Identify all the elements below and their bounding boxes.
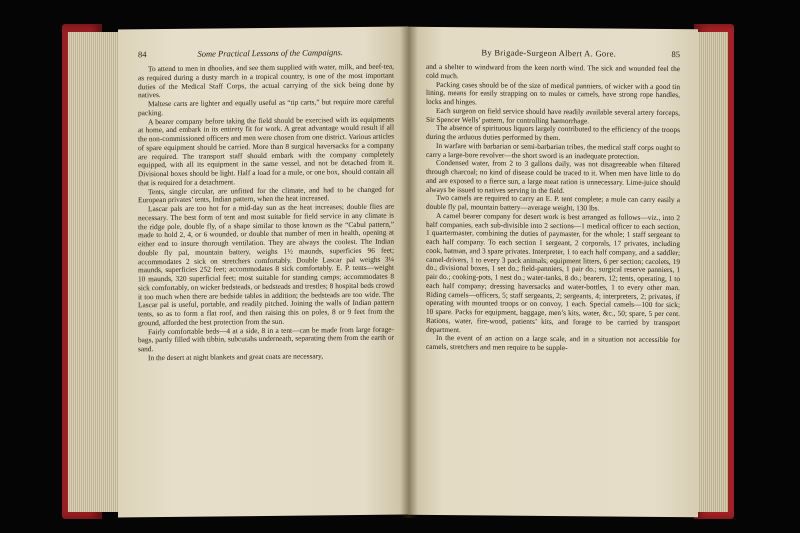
paragraph: To attend to men in dhoolies, and see them supplied with water, milk, and beef-tea, as required during a dusty march in a tropical country, is one of the most important duties of the Medical Staff Corps, the actual carrying of the sick being done by natives. — [138, 61, 394, 100]
left-page-number: 84 — [138, 49, 147, 60]
paragraph: In the desert at night blankets and great coats are necessary, — [148, 351, 324, 362]
right-running-title: By Brigade-Surgeon Albert A. Gore. — [481, 47, 617, 59]
left-page-edges — [68, 32, 122, 512]
paragraph: A bearer company before taking the field should be exercised with its equipments at home, and embark in its entirety fit for work. A great advantage would result if all the non-commissioned officers and men were chosen from one district. Various articles of spare equipment should be carried. More than 8 surgical haversacks for a company are required. The transport staff should embark with the company completely equipped, with all its equipment in the same vessel, and not be detached from it. Divisional boxes should be light. Half a load for a mule, or one box, should contain all that is required for a detachment. — [138, 114, 394, 188]
paragraph: The absence of spirituous liquors largely contributed to the efficiency of the troops during the arduous duties performed by them. — [426, 123, 680, 143]
left-page — [118, 26, 408, 517]
paragraph: A camel bearer company for desert work is best arranged as follows—viz., into 2 half companies, each sub-divisible into 2 sections—1 medical officer to each section, 1 quartermaster, combining the duties of paymaster, for the whole; 1 staff sergeant to each half company. To each section 1 sergeant, 2 corporals, 17 privates, including cook, batman, and 3 spare privates. Interpreter, 1 to each half company, and a saddler; camel-drivers, 1 to every 3 pack animals; equipment litters, 6 per section; cacolets, 19 do.; divisional boxes, 1 set do.; field-panniers, 1 pair do.; surgical reserve panniers, 1 pair do.; cooking-pots, 1 nest do.; water-tanks, 8 do.; bearers, 12; tents, operating, 1 to each half company; dressing haversacks and water-bottles, 1 to every other man. Riding camels—officers, 5; staff sergeants, 2; sergeants, 4; interpreters, 2; privates, if operating with mounted troops or on convoy, 1 each. Special camels—100 for sick; 10 spare. Packs for equipment, baggage, men’s kits, water, &c., 50; spare, 5 per cent. Rations, water, fire-wood, patients’ kits, and forage to be carried by transport department. — [426, 210, 680, 334]
book-gutter — [400, 26, 418, 518]
right-page-number: 85 — [671, 49, 680, 60]
paragraph: Fairly comfortable beds—4 at a side, 8 in a tent—can be made from large forage-bags, partly filled with tibbin, subcutahs underneath, separating them from the earth or sand. — [138, 324, 394, 354]
paragraph: Tents, single circular, are unfitted for the climate, and had to be changed for European privates’ tents, Indian pattern, when the heat increased. — [138, 184, 394, 205]
paragraph: In warfare with barbarian or semi-barbarian tribes, the medical staff corps ought to carry a large-bore revolver—the short sword is an inadequate protection. — [426, 140, 680, 161]
paragraph: Two camels are required to carry an E. P. tent complete; a mule can carry easily a double fly pal, mountain battery—average weight, 130 lbs. — [426, 193, 680, 213]
paragraph: Each surgeon on field service should have readily available several artery forceps, Sir Spencer Wells’ pattern, for controlling hæmorrhage. — [426, 105, 680, 125]
paragraph: Condensed water, from 2 to 3 gallons daily, was not disagreeable when filtered through charcoal; no kind of disease could be traced to it. When men have little to do and are exposed to a fierce sun, a large meat ration is unnecessary. Lime-juice should always be issued to natives serving in the field. — [426, 158, 680, 195]
right-page-header — [426, 47, 680, 59]
paragraph: Lascar pals are too hot for a mid-day sun as the heat increases; double flies are necessary. The best form of tent and most suitable for field service in any climate is the ridge pole, double fly, of a shape similar to those known as the “Cabul pattern,” made to hold 2, 4, or 6 wounded, or double that number of men in health, opening at either end to insure thorough ventilation. They are always the coolest. The Indian double fly pal, mountain battery, weighs 1½ maunds, superficies 96 feet; accommodates 2 sick on stretchers comfortably. Double Lascar pal weighs 3¼ maunds, superficies 252 feet; accommodates 8 sick comfortably. E. P. tents—weight 10 maunds, 320 superficial feet; most suitable for standing camps; accommodates 8 sick comfortably, on wicker bedsteads, or bedsteads and trestles; 8 hospital beds crowd it too much when there are bedside tables in addition; the bedsteads are too wide. The Lascar pal is useful, portable, and readily pitched. Joining the walls of Indian pattern tents, so as to form a flat roof, and then raising this on poles, 8 or 9 feet from the ground, afforded the best protection from the sun. — [138, 201, 394, 328]
paragraph: In the event of an action on a large scale, and in a situation not accessible for camels, stretchers and men require to be supple- — [426, 333, 680, 353]
right-page — [408, 27, 698, 518]
left-running-title: Some Practical Lessons of the Campaigns. — [197, 47, 343, 59]
paragraph: Packing cases should be of the size of medical panniers, of wicker with a good tin lining, means for easily strapping on to mules or camels, have strong rope handles, locks and hinges. — [426, 79, 680, 107]
paragraph: Maltese carts are lighter and equally useful as “tip carts,” but require more careful packing. — [138, 96, 394, 118]
left-page-header — [138, 47, 394, 60]
paragraph: and a shelter to windward from the keen north wind. The sick and wounded feel the cold much. — [426, 61, 680, 80]
open-book — [62, 14, 734, 524]
